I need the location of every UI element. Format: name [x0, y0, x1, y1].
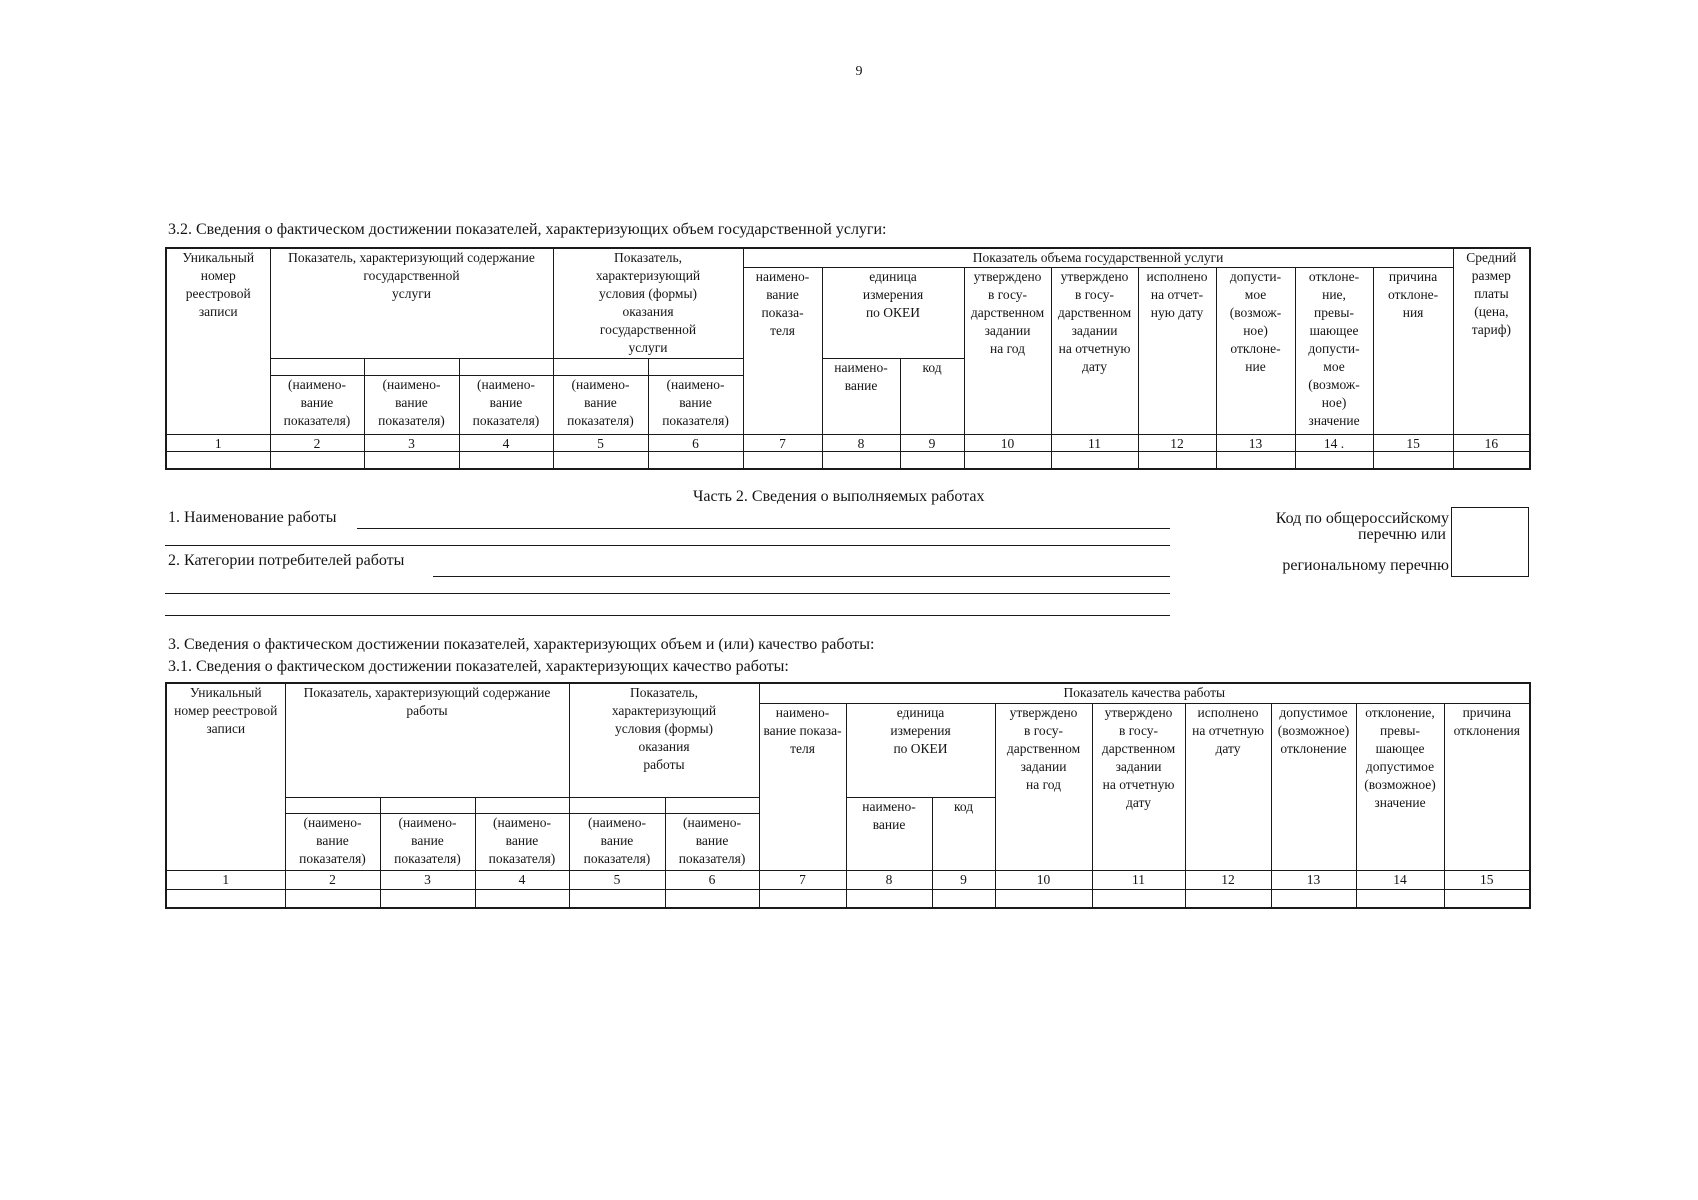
t1-data-cell	[270, 452, 364, 469]
t1-data-cell	[1216, 452, 1295, 469]
t1-conditions-indicator-entry-cell	[648, 359, 743, 376]
t2-column-number: 1	[166, 870, 285, 889]
t2-head-conditions-indicator: Показатель, характеризующий условия (формы) оказания работы	[569, 683, 759, 797]
t1-column-number: 13	[1216, 435, 1295, 452]
t2-column-number: 5	[569, 870, 665, 889]
t1-data-cell	[166, 452, 270, 469]
t2-head-unique-number: Уникальный номер реестровой записи	[166, 683, 285, 870]
t1-head-approved-report-date: утверждено в госу- дарственном задании на отчетную дату	[1051, 268, 1138, 435]
t2-head-exceeding-deviation: отклонение, превы- шающее допустимое (возможное) значение	[1356, 703, 1444, 870]
t2-data-cell	[665, 889, 759, 908]
t1-column-number: 8	[822, 435, 900, 452]
t1-head-approved-year: утверждено в госу- дарственном задании на год	[964, 268, 1051, 435]
t2-column-number: 4	[475, 870, 569, 889]
t2-data-cell	[166, 889, 285, 908]
t1-column-number: 2	[270, 435, 364, 452]
t1-head-executed: исполнено на отчет- ную дату	[1138, 268, 1216, 435]
registry-code-label-line2: перечню или	[1357, 526, 1446, 543]
t1-column-number: 14 .	[1295, 435, 1373, 452]
t1-data-cell	[1453, 452, 1530, 469]
t1-content-indicator-entry-cell	[270, 359, 364, 376]
t2-data-cell	[475, 889, 569, 908]
work-name-field	[357, 528, 1170, 529]
t2-indicator-name-label: (наимено- вание показателя)	[665, 813, 759, 870]
t1-column-number: 1	[166, 435, 270, 452]
t1-data-cell	[1051, 452, 1138, 469]
t2-column-number: 14	[1356, 870, 1444, 889]
t2-column-number: 10	[995, 870, 1092, 889]
t1-column-number: 16	[1453, 435, 1530, 452]
t2-data-cell	[846, 889, 932, 908]
section-3-2-heading: 3.2. Сведения о фактическом достижении показателей, характеризующих объем государственной услуги:	[168, 221, 887, 238]
t1-head-allowed-deviation: допусти- мое (возмож- ное) отклоне- ние	[1216, 268, 1295, 435]
t1-column-number: 15	[1373, 435, 1453, 452]
t2-head-executed: исполнено на отчетную дату	[1185, 703, 1271, 870]
t2-column-number: 15	[1444, 870, 1530, 889]
t2-data-cell	[1092, 889, 1185, 908]
t2-data-cell	[569, 889, 665, 908]
t1-data-cell	[900, 452, 964, 469]
t2-data-cell	[380, 889, 475, 908]
section-3-1-heading: 3.1. Сведения о фактическом достижении показателей, характеризующих качество работы:	[168, 658, 789, 675]
t2-head-unit-code: код	[932, 797, 995, 870]
t2-content-indicator-entry-cell	[380, 797, 475, 813]
t2-column-number: 12	[1185, 870, 1271, 889]
t1-column-number: 6	[648, 435, 743, 452]
quality-indicators-table	[165, 682, 1531, 909]
section-3-heading: 3. Сведения о фактическом достижении показателей, характеризующих объем и (или) качество работы:	[168, 636, 875, 653]
t2-head-content-indicator: Показатель, характеризующий содержание работы	[285, 683, 569, 797]
t1-column-number: 3	[364, 435, 459, 452]
t2-head-unit: единица измерения по ОКЕИ	[846, 703, 995, 797]
t2-column-number: 13	[1271, 870, 1356, 889]
t2-column-number: 11	[1092, 870, 1185, 889]
t1-column-number: 12	[1138, 435, 1216, 452]
t1-column-number: 5	[553, 435, 648, 452]
t2-data-cell	[1271, 889, 1356, 908]
t2-data-cell	[932, 889, 995, 908]
t2-content-indicator-entry-cell	[285, 797, 380, 813]
t1-head-unit-name: наимено- вание	[822, 359, 900, 435]
t1-data-cell	[364, 452, 459, 469]
t2-conditions-indicator-entry-cell	[569, 797, 665, 813]
t2-column-number: 6	[665, 870, 759, 889]
t2-column-number: 7	[759, 870, 846, 889]
t2-column-number: 3	[380, 870, 475, 889]
t1-head-content-indicator: Показатель, характеризующий содержание государственной услуги	[270, 248, 553, 359]
t2-data-cell	[759, 889, 846, 908]
t2-data-cell	[1356, 889, 1444, 908]
work-name-label: 1. Наименование работы	[168, 509, 337, 526]
registry-code-label-line1: Код по общероссийскому	[1275, 510, 1449, 527]
t2-head-unit-name: наимено- вание	[846, 797, 932, 870]
t1-column-number: 10	[964, 435, 1051, 452]
t1-data-cell	[1295, 452, 1373, 469]
consumer-categories-field	[433, 576, 1170, 577]
t1-data-cell	[1373, 452, 1453, 469]
t1-content-indicator-entry-cell	[459, 359, 553, 376]
t1-content-indicator-entry-cell	[364, 359, 459, 376]
t1-head-average-fee: Средний размер платы (цена, тариф)	[1453, 248, 1530, 435]
t1-head-volume-indicator: Показатель объема государственной услуги	[743, 248, 1453, 268]
t2-column-number: 2	[285, 870, 380, 889]
t1-head-indicator-name: наимено- вание показа- теля	[743, 268, 822, 435]
t1-indicator-name-label: (наимено- вание показателя)	[553, 376, 648, 435]
t2-indicator-name-label: (наимено- вание показателя)	[569, 813, 665, 870]
t1-column-number: 7	[743, 435, 822, 452]
t1-head-deviation-reason: причина отклоне- ния	[1373, 268, 1453, 435]
t2-data-cell	[285, 889, 380, 908]
t2-indicator-name-label: (наимено- вание показателя)	[285, 813, 380, 870]
t1-column-number: 9	[900, 435, 964, 452]
t2-column-number: 8	[846, 870, 932, 889]
t2-indicator-name-label: (наимено- вание показателя)	[475, 813, 569, 870]
volume-indicators-table	[165, 247, 1531, 470]
t2-data-cell	[1444, 889, 1530, 908]
t2-content-indicator-entry-cell	[475, 797, 569, 813]
t1-data-cell	[648, 452, 743, 469]
t2-head-allowed-deviation: допустимое (возможное) отклонение	[1271, 703, 1356, 870]
t1-head-unique-number: Уникальный номер реестровой записи	[166, 248, 270, 435]
consumer-categories-label: 2. Категории потребителей работы	[168, 552, 405, 569]
t2-head-approved-year: утверждено в госу- дарственном задании на год	[995, 703, 1092, 870]
part-2-title: Часть 2. Сведения о выполняемых работах	[693, 488, 985, 505]
t2-indicator-name-label: (наимено- вание показателя)	[380, 813, 475, 870]
t1-data-cell	[553, 452, 648, 469]
t1-head-exceeding-deviation: отклоне- ние, превы- шающее допусти- мое (возмож- ное) значение	[1295, 268, 1373, 435]
consumer-categories-field-continuation	[165, 615, 1170, 616]
t2-conditions-indicator-entry-cell	[665, 797, 759, 813]
t1-data-cell	[1138, 452, 1216, 469]
t2-head-quality-indicator: Показатель качества работы	[759, 683, 1530, 703]
t2-data-cell	[1185, 889, 1271, 908]
t1-indicator-name-label: (наимено- вание показателя)	[270, 376, 364, 435]
t1-head-conditions-indicator: Показатель, характеризующий условия (формы) оказания государственной услуги	[553, 248, 743, 359]
t2-head-approved-report-date: утверждено в госу- дарственном задании на отчетную дату	[1092, 703, 1185, 870]
t2-column-number: 9	[932, 870, 995, 889]
registry-code-box	[1451, 507, 1529, 577]
t1-indicator-name-label: (наимено- вание показателя)	[459, 376, 553, 435]
t2-data-cell	[995, 889, 1092, 908]
page-number: 9	[855, 64, 863, 79]
t1-indicator-name-label: (наимено- вание показателя)	[648, 376, 743, 435]
t2-head-indicator-name: наимено- вание показа- теля	[759, 703, 846, 870]
t1-data-cell	[459, 452, 553, 469]
t2-head-deviation-reason: причина отклонения	[1444, 703, 1530, 870]
t1-column-number: 11	[1051, 435, 1138, 452]
t1-head-unit: единица измерения по ОКЕИ	[822, 268, 964, 359]
t1-data-cell	[964, 452, 1051, 469]
t1-conditions-indicator-entry-cell	[553, 359, 648, 376]
t1-indicator-name-label: (наимено- вание показателя)	[364, 376, 459, 435]
t1-column-number: 4	[459, 435, 553, 452]
work-name-field-continuation	[165, 545, 1170, 546]
registry-code-label-line3: региональному перечню	[1282, 557, 1449, 574]
t1-data-cell	[743, 452, 822, 469]
t1-data-cell	[822, 452, 900, 469]
t1-head-unit-code: код	[900, 359, 964, 435]
consumer-categories-field-continuation	[165, 593, 1170, 594]
